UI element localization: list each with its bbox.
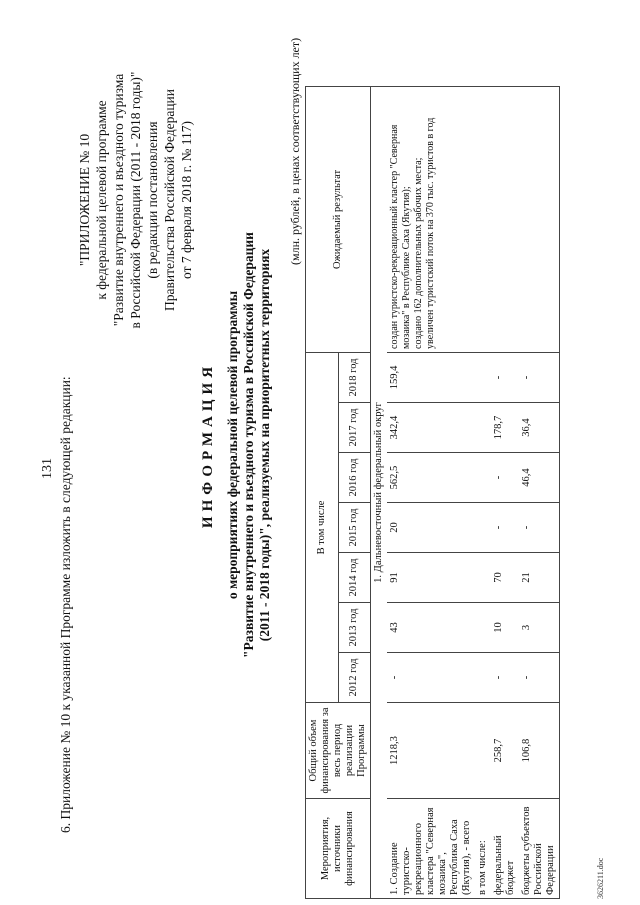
table-row — [475, 86, 491, 898]
year-value: 10 — [491, 603, 519, 653]
document-title — [200, 185, 273, 705]
annex-line: Правительства Российской Федерации — [162, 89, 177, 311]
year-value: - — [519, 503, 560, 553]
year-value: 36,4 — [519, 403, 560, 453]
header-total: Общий объем финансирования за весь период реализации Программы — [306, 703, 371, 799]
year-value — [475, 352, 491, 402]
annex-line: от 7 февраля 2018 г. № 117) — [179, 121, 194, 279]
year-value: - — [519, 352, 560, 402]
year-value: 159,4 — [387, 352, 475, 402]
title-main: ИНФОРМАЦИЯ — [200, 361, 216, 529]
result-line: создан туристско-рекреационный кластер "Северная мозаика" в Республике Саха (Якутия); — [389, 124, 412, 349]
table-row — [519, 86, 560, 898]
region-label: 1. Дальневосточный федеральный округ — [371, 86, 388, 898]
annex-line: "ПРИЛОЖЕНИЕ № 10 — [77, 133, 92, 267]
annex-line: "Развитие внутреннего и въездного туризма — [111, 73, 126, 327]
year-value — [475, 503, 491, 553]
header-year: 2012 год — [338, 653, 371, 703]
intro-text: 6. Приложение № 10 к указанной Программе изложить в следующей редакции: — [58, 376, 73, 833]
measure-name: 1. Создание туристско-рекреационного кластера "Северная мозаика", Республика Саха (Якутия), - всего — [387, 799, 475, 899]
financing-table — [305, 86, 560, 899]
title-line: "Развитие внутреннего и въездного туризма в Российской Федерации — [241, 232, 256, 658]
year-value: 342,4 — [387, 403, 475, 453]
total-value: 1218,3 — [387, 703, 475, 799]
table-row — [491, 86, 519, 898]
total-value: 106,8 — [519, 703, 560, 799]
year-value: - — [491, 453, 519, 503]
year-value: 21 — [519, 553, 560, 603]
year-value — [475, 453, 491, 503]
year-value: 20 — [387, 503, 475, 553]
annex-line: (в редакции постановления — [145, 121, 160, 279]
header-year: 2014 год — [338, 553, 371, 603]
year-value: 43 — [387, 603, 475, 653]
table-row — [387, 86, 475, 898]
measure-name: бюджеты субъектов Российской Федерации — [519, 799, 560, 899]
title-line: о мероприятиях федеральной целевой программы — [225, 290, 240, 600]
header-year: 2013 год — [338, 603, 371, 653]
year-value: 3 — [519, 603, 560, 653]
header-measures: Мероприятия, источники финансирования — [306, 799, 371, 899]
expected-result — [475, 86, 491, 352]
year-value — [475, 653, 491, 703]
year-value: 178,7 — [491, 403, 519, 453]
year-value: 46,4 — [519, 453, 560, 503]
year-value: 562,5 — [387, 453, 475, 503]
year-value: - — [519, 653, 560, 703]
region-row — [371, 86, 388, 898]
annex-header — [76, 10, 195, 390]
year-value — [475, 553, 491, 603]
measure-name: в том числе: — [475, 799, 491, 899]
year-value: - — [491, 503, 519, 553]
total-value — [475, 703, 491, 799]
page-number: 131 — [40, 458, 55, 479]
annex-line: в Российской Федерации (2011 - 2018 годы)" — [128, 71, 143, 329]
expected-result — [387, 86, 475, 352]
year-value: - — [387, 653, 475, 703]
header-including: В том числе — [306, 352, 339, 702]
year-value: 91 — [387, 553, 475, 603]
header-year: 2016 год — [338, 453, 371, 503]
measure-name: федеральный бюджет — [491, 799, 519, 899]
year-value: - — [491, 653, 519, 703]
expected-result — [491, 86, 519, 352]
result-line: увеличен туристский поток на 370 тыс. туристов в год — [425, 117, 436, 349]
header-result: Ожидаемый результат — [306, 86, 371, 352]
total-value: 258,7 — [491, 703, 519, 799]
title-line: (2011 - 2018 годы)", реализуемых на приоритетных территориях — [257, 248, 272, 642]
header-year: 2017 год — [338, 403, 371, 453]
year-value: 70 — [491, 553, 519, 603]
year-value: - — [491, 352, 519, 402]
year-value — [475, 603, 491, 653]
header-year: 2015 год — [338, 503, 371, 553]
annex-line: к федеральной целевой программе — [94, 100, 109, 300]
expected-result — [519, 86, 560, 352]
year-value — [475, 403, 491, 453]
units-note: (млн. рублей, в ценах соответствующих лет) — [288, 37, 302, 265]
result-line: создано 162 дополнительных рабочих места; — [413, 157, 424, 349]
file-name: 3626211.doc — [596, 857, 605, 899]
header-year: 2018 год — [338, 352, 371, 402]
